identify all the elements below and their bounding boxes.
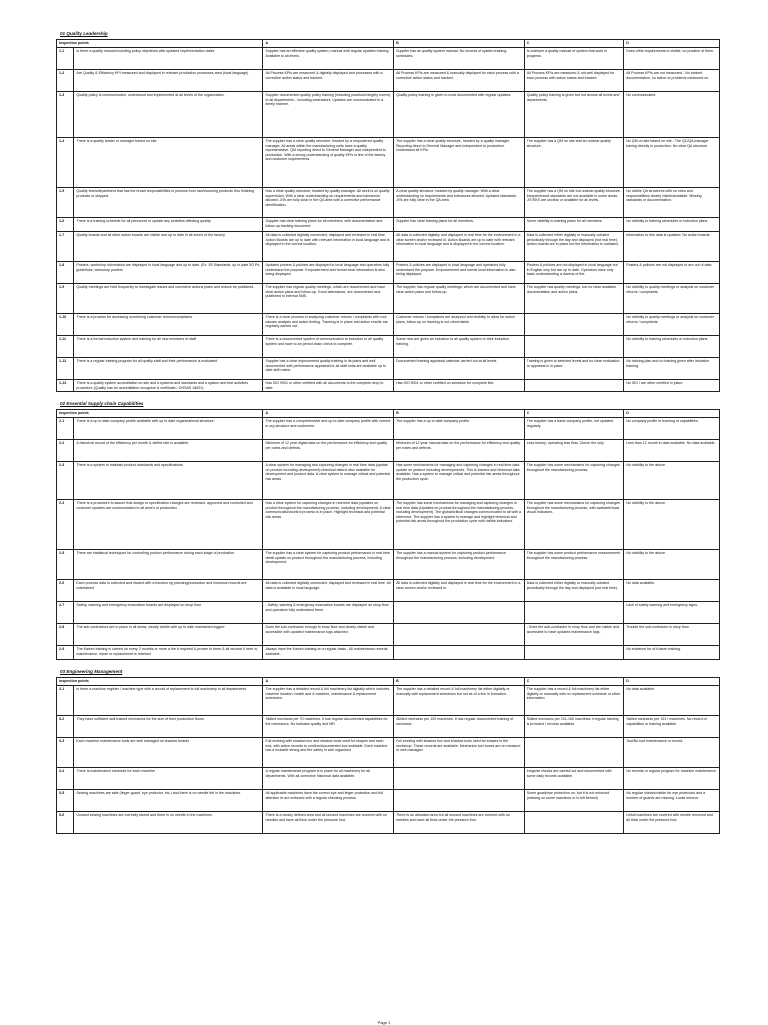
table-row: [57, 418, 720, 440]
table-row: [57, 790, 720, 812]
table-row: [57, 336, 720, 358]
inspection-point-cell: Quality team/department that has the broad responsibilities in process from raw/incoming products thru finishing products or shipped.: [74, 188, 263, 218]
row-number: 3-6: [57, 812, 74, 834]
grade-d-cell: Tool/No tool maintenance or record.: [624, 738, 720, 768]
grade-d-cell: Lack of safety warning and emergency signs.: [624, 602, 720, 624]
header-grade-a: A: [263, 410, 394, 418]
inspection-table: [56, 39, 720, 392]
grade-a-cell: Has a clear quality structure, headed by quality manager. All work is on quality supervision. With a clear understanding on requirements and tolerances allowed. JITs are fully clear in the QA area with a corrective performance identification.: [263, 188, 394, 218]
grade-c-cell: The supplier has some mechanisms for capturing changes throughout the manufacturing process.: [524, 462, 624, 500]
grade-d-cell: No visibility to quality meetings or analysis on customer returns / complaints.: [624, 314, 720, 336]
grade-a-cell: The supplier has a comprehensive and up to date company profile with current in org structure and customers.: [263, 418, 394, 440]
section-title: 03 Engineering Management: [60, 669, 123, 674]
table-row: [57, 624, 720, 646]
row-number: 2-2: [57, 440, 74, 462]
inspection-point-cell: There is a regular training program for all quality staff and their performance is evaluated: [74, 358, 263, 380]
grade-c-cell: The supplier has quality meetings, but no clear available documentation and action plans.: [524, 284, 624, 314]
grade-a-cell: Full working with shadow box and shadow tools used for shapes and each tool, with active records to confirm/documented tool available. Each machine has a lockable strong and fire safety in well organised: [263, 738, 394, 768]
grade-d-cell: No visibility to quality meetings or analysis on customer returns / complaints.: [624, 284, 720, 314]
header-grade-c: C: [524, 40, 624, 48]
grade-b-cell: Minimum of 12 year manual data on the performance for efficiency and quality per notes and defects.: [394, 440, 525, 462]
grade-a-cell: Supplier documented quality policy training (including practical integrity norms) to all departments - Including contractors. Updates are communicated in a timely manner.: [263, 92, 394, 138]
grade-c-cell: The supplier has a QM on site but unclear quality structure. Inexperienced standards are not available in some areas. JIT/SKS are unclear or available for all levels.: [524, 188, 624, 218]
grade-a-cell: Has ISO 9001 or other certified with all documents to the complete drop to date.: [263, 380, 394, 392]
header-grade-d: D: [624, 40, 720, 48]
grade-b-cell: Has some mechanisms for managing and capturing changes in real time data update on product including development's. This is tracked and historical data available. Has a system to manage critical and potential risk areas throughout the production cycle.: [394, 462, 525, 500]
grade-a-cell: All data is collected digitally connected, displayed and reviewed in real time. Action Boards are up to date with relevant information in local language and is displayed in the correct location.: [263, 232, 394, 262]
table-row: [57, 232, 720, 262]
table-row: [57, 284, 720, 314]
grade-a-cell: The supplier has a clear quality structure, headed by a empowered quality manager. All areas within the manufacturing units have a quality representative. QM reporting direct to General Manager and independent to production. With a strong understanding of quality KPIs in line of the factory and customer requirements.: [263, 138, 394, 188]
row-number: 2-9: [57, 646, 74, 660]
grade-a-cell: Skilled mechanic per 70 machines. It has regular documented capabilities for the mechanics. No indicator quality and MR.: [263, 716, 394, 738]
row-number: 2-4: [57, 500, 74, 550]
table-row: [57, 440, 720, 462]
grade-a-cell: A clear system for managing and capturing changes in real time data (update on product including development) historical data is also available for development and product data. A clear system to manage critical and potential risk areas: [263, 462, 394, 500]
row-number: 1-9: [57, 284, 74, 314]
grade-b-cell: Skilled mechanic per 100 machines. It has regular documented training of mechanic.: [394, 716, 525, 738]
header-grade-a: A: [263, 678, 394, 686]
table-row: [57, 358, 720, 380]
row-number: 1-2: [57, 70, 74, 92]
row-number: 1-7: [57, 232, 74, 262]
grade-b-cell: Documented training appraisal calendar carried out at all levels.: [394, 358, 525, 380]
header-grade-d: D: [624, 678, 720, 686]
grade-c-cell: The supplier has a record & full machinery list either digitally or manually with no replacement schedule or other information: [524, 686, 624, 716]
inspection-point-cell: There is a formal induction system and training for all new members of staff: [74, 336, 263, 358]
grade-b-cell: The supplier has a manual system for capturing product performance throughout the manufacturing process, including development.: [394, 550, 525, 580]
grade-c-cell: [524, 336, 624, 358]
table-row: [57, 812, 720, 834]
grade-d-cell: No visibility to training schedules or induction plans.: [624, 336, 720, 358]
inspection-point-cell: There are statistical techniques for controlling product performance during each stage of production.: [74, 550, 263, 580]
inspection-point-cell: There is a procedure to assure that design or specification changes are reviewed, approved and controlled and customer updates are communicated to all area's of production.: [74, 500, 263, 550]
row-number: 1-8: [57, 262, 74, 284]
inspection-point-cell: Is there a quality manual including policy objectives with updated implementation dates: [74, 48, 263, 70]
inspection-point-cell: A historical record of the efficiency per month & defect rate is available.: [74, 440, 263, 462]
table-row: [57, 92, 720, 138]
grade-a-cell: There is a clear process in analyzing customer returns / complaints with root causes analysis and action finding. Tracking is in place and action results are regularly carried out.: [263, 314, 394, 336]
grade-b-cell: Has ISO 9001 or other certified on schedule for complete line.: [394, 380, 525, 392]
row-number: 3-3: [57, 738, 74, 768]
row-number: 2-6: [57, 580, 74, 602]
grade-d-cell: No visible QA structures with no roles and responsibilities clearly visible/available. Missing standards or documentation.: [624, 188, 720, 218]
header-grade-b: B: [394, 40, 525, 48]
grade-a-cell: - Safety, warning & emergency evacuation boards are displayed on shop floor and operators fully understand them.: [263, 602, 394, 624]
grade-c-cell: - Does the sub-contractor in shop floor and are visible and accessible to have updated maintenance logs.: [524, 624, 624, 646]
row-number: 3-2: [57, 716, 74, 738]
grade-a-cell: Always have the Kaizen training on a regular basis - All maintenance records available.: [263, 646, 394, 660]
header-grade-c: C: [524, 678, 624, 686]
inspection-point-cell: The Kaizen training is carried on every 3 months or more a the it required & proven to them & all records if here in, maintenance, repair or replacement is retained: [74, 646, 263, 660]
row-number: 2-8: [57, 624, 74, 646]
row-number: 1-5: [57, 188, 74, 218]
grade-d-cell: No data available.: [624, 686, 720, 716]
grade-d-cell: Posters & policies are not displayed or are out of date.: [624, 262, 720, 284]
grade-c-cell: [524, 314, 624, 336]
inspection-point-cell: Posters, workshop information are displayed in local language and up to date. (Ex. 5S Standards, up to date 5O Ps, guidelines, workshop posters: [74, 262, 263, 284]
grade-a-cell: All applicable machines have the correct eye and finger protection and full attention to are enforced with a regular checking process.: [263, 790, 394, 812]
row-number: 1-1: [57, 48, 74, 70]
table-row: [57, 580, 720, 602]
grade-b-cell: [394, 768, 525, 790]
table-row: [57, 500, 720, 550]
grade-c-cell: The supplier has a QM on site and an unclear quality structure.: [524, 138, 624, 188]
grade-a-cell: All Process KPIs are measured & digitally displayed and processes with a corrective action status and tracked.: [263, 70, 394, 92]
grade-c-cell: The supplier has some product performance measurement throughout the manufacturing process.: [524, 550, 624, 580]
grade-d-cell: All Process KPIs are not measured - No evident documentation, no action or problems measured on.: [624, 70, 720, 92]
grade-d-cell: No data available.: [624, 580, 720, 602]
table-header-row: [57, 410, 720, 418]
inspection-table: [56, 409, 720, 660]
grade-a-cell: The supplier has regular quality meetings, which are documented and have clear action plans and follow-up. Good attendance, are documented and published to internal SME.: [263, 284, 394, 314]
table-row: [57, 686, 720, 716]
grade-a-cell: Supplier has a clear improvement quality training in its plans and well documented with performance appraisal for all staff units are available up to date skill matrix.: [263, 358, 394, 380]
grade-b-cell: The supplier has a up to date company profile.: [394, 418, 525, 440]
header-inspection-points: Inspection points: [57, 40, 263, 48]
row-number: 2-3: [57, 462, 74, 500]
table-row: [57, 646, 720, 660]
table-row: [57, 48, 720, 70]
grade-d-cell: Unfull machines are covered with needle removed and all thick under the pressure foot.: [624, 812, 720, 834]
grade-c-cell: Irregular checks are carried out and documented with some daily records available.: [524, 768, 624, 790]
inspection-point-cell: There is a quality leader or manager based on site.: [74, 138, 263, 188]
grade-c-cell: Posters & policies are not displayed in local language but in English only but are up to date. Operators have only basic understanding a dozens of the.: [524, 262, 624, 284]
table-row: [57, 262, 720, 284]
row-number: 2-7: [57, 602, 74, 624]
row-number: 1-6: [57, 218, 74, 232]
grade-c-cell: Skilled mechanic per 101-150 machines. Irregular training is provided / records available.: [524, 716, 624, 738]
grade-b-cell: All data is collected digitally and displayed in real time for the environment in a clear screen and/or reviewed in. Action Boards are up to date with relevant information in local language and is displayed in the correct location.: [394, 232, 525, 262]
grade-a-cell: Has a clear system for capturing changes in real time data (updates on product throughout the manufacturing process, including development). A clear communication/control process is in place. Highlight technical and potential risk areas.: [263, 500, 394, 550]
grade-d-cell: No regular checks/visible for eye protectors and a number of guards are missing. Looks enforce: [624, 790, 720, 812]
row-number: 3-4: [57, 768, 74, 790]
grade-c-cell: Training is given to selected levels and no clear evaluation or appraisal is in place.: [524, 358, 624, 380]
grade-a-cell: Supplier has an effective quality system, manual with regular updates training. Available to all levels.: [263, 48, 394, 70]
grade-b-cell: The supplier has a clear quality structure, headed by a quality manager. Reporting direct to General Manager and independent to production. Understand all KPIs.: [394, 138, 525, 188]
table-row: [57, 314, 720, 336]
page-footer: Page 1: [377, 1020, 391, 1025]
grade-b-cell: The supplier has a detailed record & full machinery list either digitally or manually with replacement schedules but not as of a live in formation.: [394, 686, 525, 716]
table-row: [57, 138, 720, 188]
grade-d-cell: No visibility to training schedules or induction plans.: [624, 218, 720, 232]
grade-b-cell: All Process KPIs are measured & manually displayed for each process with a corrective action status and tracked.: [394, 70, 525, 92]
table-header-row: [57, 40, 720, 48]
grade-d-cell: Less than 12 month in data available. No data available.: [624, 440, 720, 462]
inspection-point-cell: There is a system to maintain product standards and specifications.: [74, 462, 263, 500]
grade-d-cell: No company profile or tracking of capabilities.: [624, 418, 720, 440]
inspection-point-cell: Is there a machine register / machine type with a record of replacement to full machinery in all departments: [74, 686, 263, 716]
inspection-point-cell: Unused sewing machines are correctly stored and there is no needle in the machines.: [74, 812, 263, 834]
inspection-point-cell: There is a training schedule for all personnel to update any activities affecting quality.: [74, 218, 263, 232]
grade-a-cell: All data is collected digitally connected, displayed and reviewed in real time. All data is available in local language.: [263, 580, 394, 602]
table-row: [57, 188, 720, 218]
section-gap: [56, 392, 720, 400]
table-row: [57, 602, 720, 624]
grade-b-cell: Posters & policies are displayed in local language and operators fully understand the purpose. Empowerment and formal local information is also being displayed.: [394, 262, 525, 284]
grade-b-cell: Full working with shadow box and shadow tools used for shapes in the workshop. These records are available. Mechanics tool boxes are on measure or well managed.: [394, 738, 525, 768]
row-number: 2-5: [57, 550, 74, 580]
grade-b-cell: Some new are given an induction to all quality system or their induction training.: [394, 336, 525, 358]
grade-a-cell: There is a documented system of communication to induction to all quality system and have to an period chain check in complete.: [263, 336, 394, 358]
row-number: 3-1: [57, 686, 74, 716]
grade-b-cell: [394, 646, 525, 660]
header-inspection-points: Inspection points: [57, 678, 263, 686]
row-number: 1-3: [57, 92, 74, 138]
table-row: [57, 218, 720, 232]
table-row: [57, 462, 720, 500]
table-row: [57, 70, 720, 92]
grade-a-cell: There is a clearly defined area and all unused machines are covered with no needles and have all thick under the pressure foot.: [263, 812, 394, 834]
header-grade-b: B: [394, 410, 525, 418]
grade-d-cell: No records or regular program for machine maintenance.: [624, 768, 720, 790]
inspection-point-cell: Each process data is collected and shared with a function eg planning/production and historical records are maintained: [74, 580, 263, 602]
grade-a-cell: Minimum of 12 year digital data on the performance for efficiency and quality per notes and defects.: [263, 440, 394, 462]
grade-b-cell: The supplier has some mechanisms for managing and capturing changes in real time data (Updates on product throughout the manufacturing process, including development). The global/critical changes communicated to all with a reference. The supplier has a system to manage and highlight technical and potential risk areas throughout the production cycle with visible indicators.: [394, 500, 525, 550]
grade-c-cell: Some visibility to training plans for all members.: [524, 218, 624, 232]
row-number: 2-1: [57, 418, 74, 440]
grade-a-cell: The supplier has a detailed record & full machinery list digitally which includes, machine location, health and & machine, maintenance & replacement schedules.: [263, 686, 394, 716]
row-number: 1-12: [57, 358, 74, 380]
row-number: 1-13: [57, 380, 74, 392]
grade-d-cell: No visibility to the above.: [624, 500, 720, 550]
inspection-point-cell: Sewing machines are safe (finger guard, eye protector, etc.) and there is no needle left in the machines.: [74, 790, 263, 812]
inspection-table: [56, 677, 720, 834]
grade-d-cell: No visibility to the above.: [624, 462, 720, 500]
table-row: [57, 716, 720, 738]
header-grade-a: A: [263, 40, 394, 48]
grade-a-cell: A regular maintenance program is in place for all machinery for all departments. With all corrective historical data available.: [263, 768, 394, 790]
grade-c-cell: [524, 812, 624, 834]
header-grade-d: D: [624, 410, 720, 418]
grade-d-cell: Information to this data is updated. No action boards.: [624, 232, 720, 262]
grade-d-cell: Skilled mechanic per 151+ machines. No record of capabilities or training available.: [624, 716, 720, 738]
row-number: 3-5: [57, 790, 74, 812]
grade-c-cell: Data is collected either digitally or manually collated periodically through the day and displayed (not real time). Action boards are in place but the information is outdated.: [524, 232, 624, 262]
section-title: 02 Essential Supply chain Capabilities: [60, 401, 144, 406]
table-row: [57, 550, 720, 580]
grade-b-cell: [394, 624, 525, 646]
grade-a-cell: Updated posters & policies are displayed in local language and operators fully understand the purpose. Empowerment and formal local information is also being displayed.: [263, 262, 394, 284]
grade-c-cell: [524, 646, 624, 660]
grade-c-cell: All Process KPIs are measured & not well displayed for each process with action status and tracked.: [524, 70, 624, 92]
row-number: 1-4: [57, 138, 74, 188]
header-grade-b: B: [394, 678, 525, 686]
grade-c-cell: Less history: operating less than 12mon the only: [524, 440, 624, 462]
grade-b-cell: A clear quality structure, headed by quality manager. With a clear understanding on requirements and tolerances allowed. Updated standards. JITs are fully clear in the QA area.: [394, 188, 525, 218]
grade-a-cell: Supplier has clear training plans for all members, with documentation and follow-up tracking document.: [263, 218, 394, 232]
inspection-point-cell: Each machine maintenance tools are well managed on shadow boards: [74, 738, 263, 768]
inspection-point-cell: There is maintenance schedule for each machine: [74, 768, 263, 790]
grade-b-cell: [394, 602, 525, 624]
inspection-point-cell: The sub-contractors are in place in all areas, clearly visible with up to date maintained logged: [74, 624, 263, 646]
inspection-point-cell: Quality policy is communicated, understood and implemented at all levels of the organization.: [74, 92, 263, 138]
document-page: [56, 30, 720, 842]
grade-c-cell: Is example a quality manual of system that work in progress.: [524, 48, 624, 70]
table-header-row: [57, 678, 720, 686]
grade-b-cell: [394, 790, 525, 812]
section-gap: [56, 660, 720, 668]
grade-c-cell: Data is collected either digitally or manually collated periodically through the day and displayed (not real time).: [524, 580, 624, 602]
grade-b-cell: The supplier has regular quality meetings, which are documented and have clear action plans and follow-up.: [394, 284, 525, 314]
inspection-point-cell: They have sufficient skill trained mechanics for the size of their production floors.: [74, 716, 263, 738]
grade-d-cell: No evidence for of Kaizen training.: [624, 646, 720, 660]
grade-b-cell: Supplier has clear training plans for all members.: [394, 218, 525, 232]
grade-d-cell: No visibility to the above.: [624, 550, 720, 580]
inspection-point-cell: Quality boards and all other action boards are visible and up to date in all area's of the factory: [74, 232, 263, 262]
row-number: 1-10: [57, 314, 74, 336]
inspection-point-cell: There is a quality system accreditation on site and a systems and standards and a system and test activities procedure (Quality has for accreditation recognize & certificate / OHSAS 18001): [74, 380, 263, 392]
section-gap: [56, 834, 720, 842]
inspection-point-cell: There is a process for assessing monitoring customer returns/complaints: [74, 314, 263, 336]
inspection-point-cell: Safety, warning and emergency evacuation boards are displayed on shop floor: [74, 602, 263, 624]
grade-c-cell: [524, 602, 624, 624]
grade-c-cell: Some guard/eye protection on, but it is not enforced (missing on some machines or is left behind).: [524, 790, 624, 812]
grade-c-cell: The supplier has a basic company profile, not updated regularly.: [524, 418, 624, 440]
grade-a-cell: Does the sub-contractor enough to shop floor and clearly visible and accessible with updated maintenance logs attached.: [263, 624, 394, 646]
header-grade-c: C: [524, 410, 624, 418]
grade-c-cell: [524, 738, 624, 768]
grade-c-cell: [524, 380, 624, 392]
grade-d-cell: Trouble the sub-contractor in shop floor.: [624, 624, 720, 646]
section-title: 01 Quality Leadership: [60, 31, 108, 36]
table-row: [57, 738, 720, 768]
grade-d-cell: No QM on-site based on site - The QC/QA manager having directly in production. No clear QA structure.: [624, 138, 720, 188]
inspection-point-cell: There is a up to date company profile available with up to date organizational structure.: [74, 418, 263, 440]
header-inspection-points: Inspection points: [57, 410, 263, 418]
inspection-point-cell: Quality meetings are held frequently to investigate issues and corrective actions plans and reduce be published.: [74, 284, 263, 314]
grade-d-cell: No ISO / are other certified in place.: [624, 380, 720, 392]
inspection-point-cell: Are Quality & Efficiency KPI measured and displayed in relevant production processes area (local language): [74, 70, 263, 92]
table-row: [57, 768, 720, 790]
grade-d-cell: No communicated.: [624, 92, 720, 138]
grade-b-cell: There is an allocated area but all unused machines are covered with no needles and have all thick under the pressure foot.: [394, 812, 525, 834]
grade-a-cell: The supplier has a clear system for capturing product performance in real time detail update on product throughout the manufacturing process, including development.: [263, 550, 394, 580]
grade-d-cell: No training plan and no training given after induction training.: [624, 358, 720, 380]
grade-b-cell: Supplier has an quality system manual. No records of system training schedules.: [394, 48, 525, 70]
grade-b-cell: Customer returns / complaints are analyzed and visibility to allow for action plans, follow-up on tracking is not clear/visible.: [394, 314, 525, 336]
grade-b-cell: Quality policy training is given to most documented with regular updates.: [394, 92, 525, 138]
table-row: [57, 380, 720, 392]
row-number: 1-11: [57, 336, 74, 358]
grade-c-cell: The supplier has some mechanisms for capturing changes throughout the manufacturing process, with available/local visual indicators.: [524, 500, 624, 550]
grade-d-cell: Does n/the requirements to visible, no practice of them.: [624, 48, 720, 70]
grade-c-cell: Quality policy training is given but not across all levels and departments.: [524, 92, 624, 138]
grade-b-cell: All data is collected digitally and displayed in real time for the environment in a clear screen and/or reviewed in.: [394, 580, 525, 602]
